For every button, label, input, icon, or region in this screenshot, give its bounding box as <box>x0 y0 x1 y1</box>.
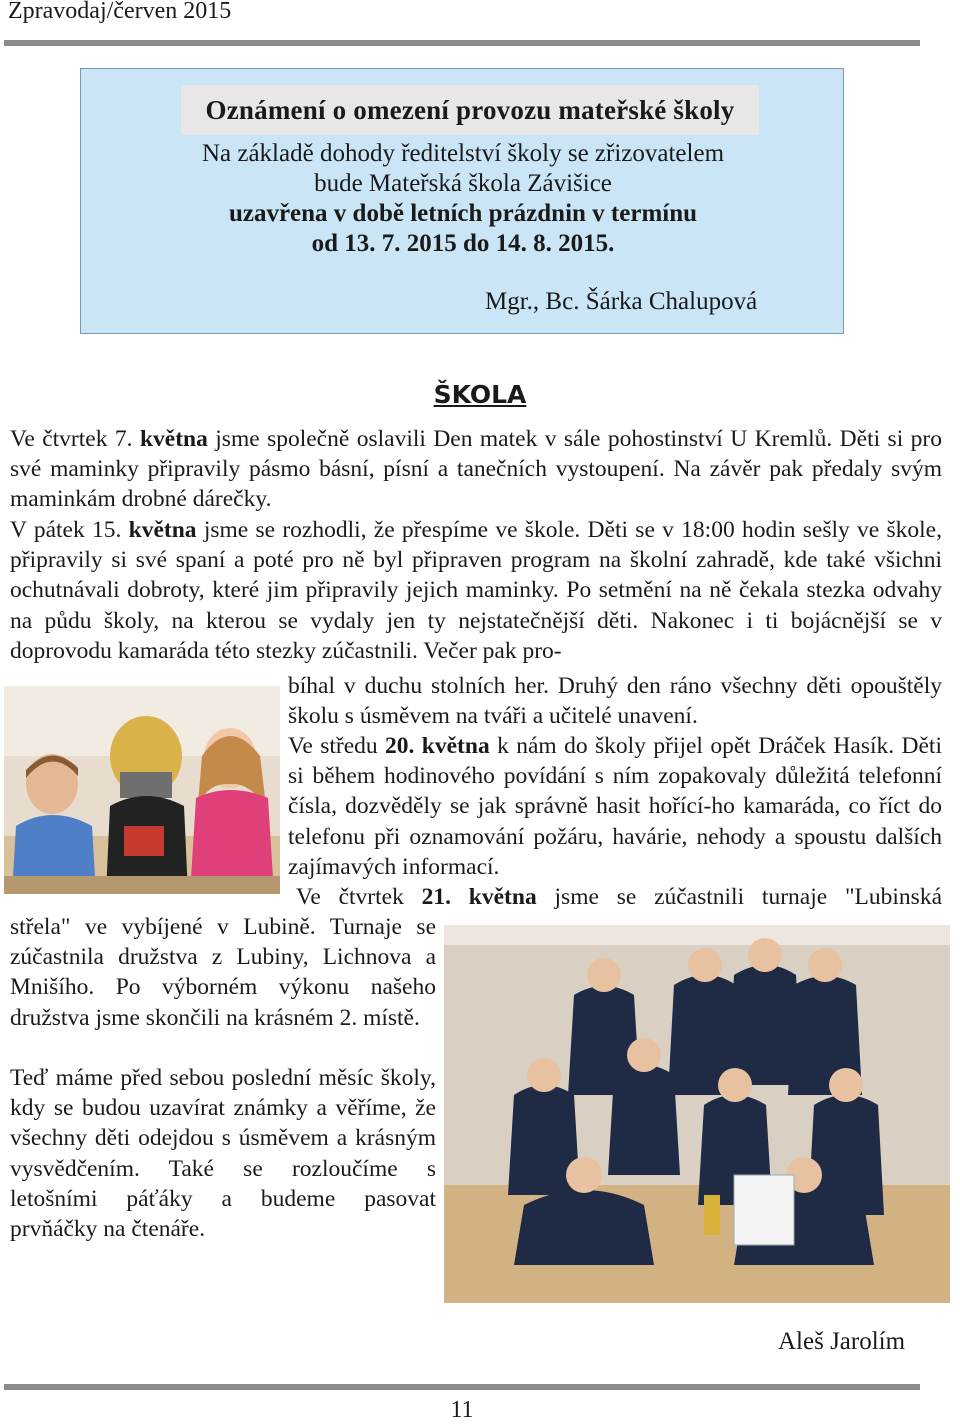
notice-signature: Mgr., Bc. Šárka Chalupová <box>485 288 758 315</box>
article-paragraph-4-start: Ve čtvrtek 21. května jsme se zúčastnili turnaje "Lubinská <box>296 884 943 910</box>
header-divider <box>4 40 920 46</box>
article-paragraph-2-continued: bíhal v duchu stolních her. Druhý den ráno všechny děti opouštěly školu s úsměvem na tváři a učitelé unavení. <box>288 673 942 730</box>
photo-team-with-trophy <box>444 925 950 1303</box>
notice-line: uzavřena v době letních prázdnin v termínu <box>228 200 698 227</box>
notice-line: bude Mateřská škola Závišice <box>314 170 612 197</box>
footer-divider <box>4 1384 920 1390</box>
newsletter-header: Zpravodaj/červen 2015 <box>8 0 232 24</box>
photo-children-with-helmet <box>4 686 280 894</box>
section-heading: ŠKOLA <box>433 380 527 409</box>
notice-title: Oznámení o omezení provozu mateřské školy <box>181 85 759 135</box>
article-paragraph-1: Ve čtvrtek 7. května jsme společně oslavili Den matek v sále pohostinství U Kremlů. Děti si pro své maminky připravily pásmo básní, písní a tanečních vystoupení. Na závěr pak předaly svým maminkám drobné dárečky. <box>10 426 942 513</box>
article-paragraph-3: Ve středu 20. května k nám do školy přijel opět Dráček Hasík. Děti si během hodinového povídání s ním zopakovaly důležitá telefonní čísla, dozvěděly se jak správně hasit hořící-ho kamaráda, co říct do telefonu při oznamování požáru, havárie, nehody a spoustu dalších zajímavých informací. <box>288 733 942 880</box>
notice-text <box>81 139 845 259</box>
photo-team-image <box>444 925 950 1303</box>
photo-kids-image <box>4 686 280 894</box>
page-number: 11 <box>450 1397 474 1423</box>
article-author: Aleš Jarolím <box>778 1328 906 1355</box>
notice-line: Na základě dohody ředitelství školy se zřizovatelem <box>201 140 725 167</box>
notice-line: od 13. 7. 2015 do 14. 8. 2015. <box>311 230 615 257</box>
notice-box <box>80 68 844 334</box>
article-paragraph-2: V pátek 15. května jsme se rozhodli, že přespíme ve škole. Děti se v 18:00 hodin sešly ve škole, připravily si své spaní a poté pro ně byl připraven program na školní zahradě, kde také všichni ochutnávali dobroty, které jim připravily jejich maminky. Po setmění na ně čekala stezka odvahy na půdu školy, na kterou se vydaly jen ty nejstatečnější děti. Nakonec i ti bojácnější se v doprovodu kamaráda této stezky zúčastnili. Večer pak pro- <box>10 517 942 664</box>
article-paragraph-5: Teď máme před sebou poslední měsíc školy, kdy se budou uzavírat známky a věříme, že všechny děti odejdou s úsměvem a krásným vysvědčením. Také se rozloučíme s letošními páťáky a budeme pasovat prvňáčky na čtenáře. <box>10 1065 436 1243</box>
article-paragraph-4: střela" ve vybíjené v Lubině. Turnaje se zúčastnila družstva z Lubiny, Lichnova a Mnišího. Po výborném výkonu našeho družstva jsme skončili na krásném 2. místě. <box>10 914 436 1031</box>
